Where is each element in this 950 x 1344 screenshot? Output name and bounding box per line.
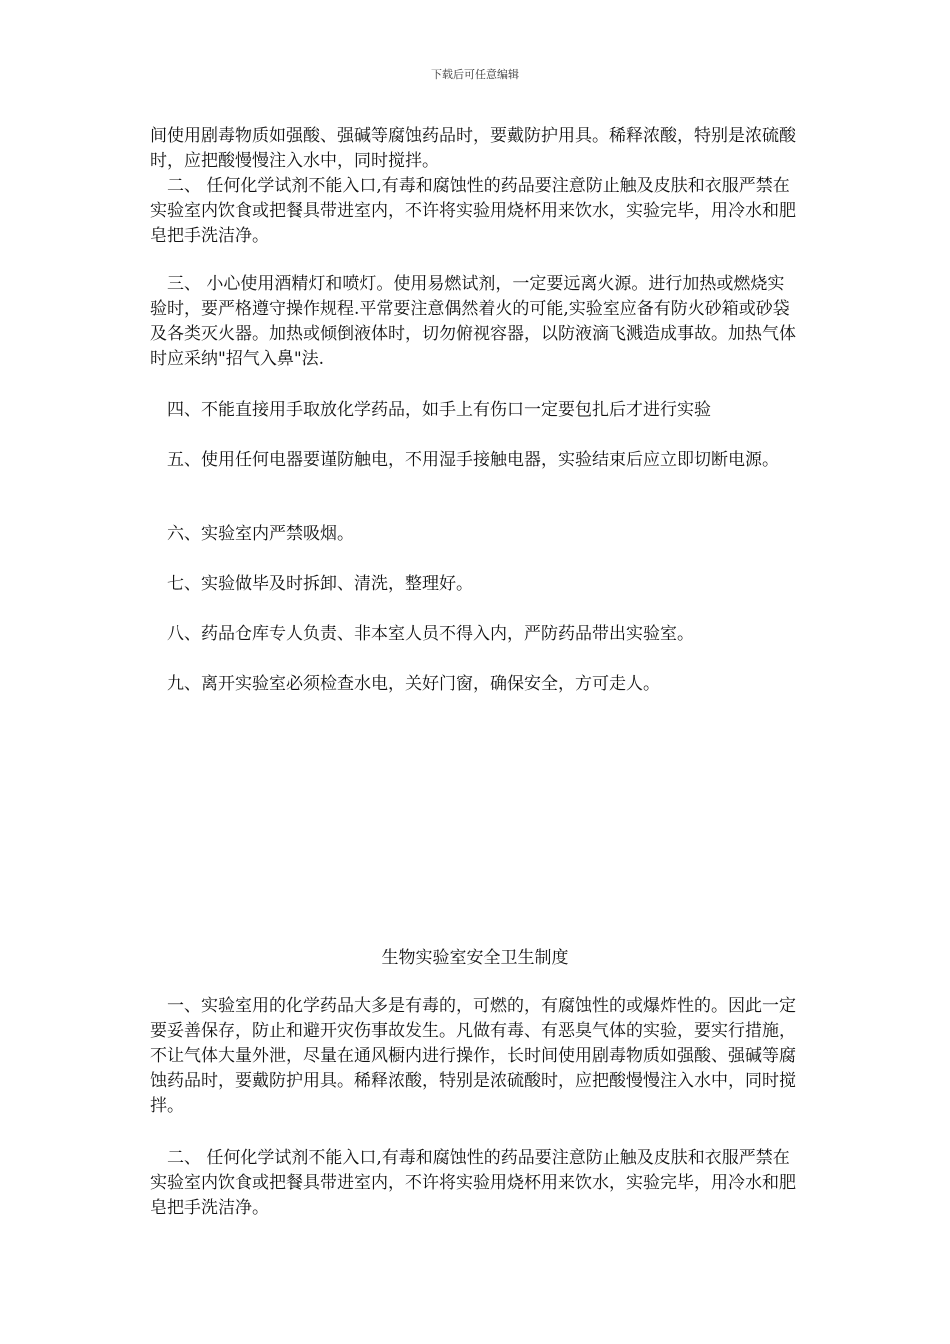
paragraph-rule-7: 七、实验做毕及时拆卸、清洗，整理好。 [150, 574, 473, 594]
paragraph-bio-rule-1: 一、实验室用的化学药品大多是有毒的，可燃的，有腐蚀性的或爆炸性的。因此一定要妥善保存，防止和避开灾伤事故发生。凡做有毒、有恶臭气体的实验，要实行措施，不让气体大量外泄，尽量在通风橱内进行操作，长时间使用剧毒物质如强酸、强碱等腐蚀药品时，要戴防护用具。稀释浓酸，特别是浓硫酸时，应把酸慢慢注入水中，同时搅拌。 [150, 996, 796, 1116]
paragraph-rule-9: 九、离开实验室必须检查水电，关好门窗，确保安全，方可走人。 [150, 674, 660, 694]
paragraph-bio-rule-2: 二、 任何化学试剂不能入口,有毒和腐蚀性的药品要注意防止触及皮肤和衣服严禁在实验室内饮食或把餐具带进室内，不许将实验用烧杯用来饮水，实验完毕，用冷水和肥皂把手洗洁净。 [150, 1148, 796, 1218]
paragraph-rule-2: 二、 任何化学试剂不能入口,有毒和腐蚀性的药品要注意防止触及皮肤和衣服严禁在实验室内饮食或把餐具带进室内，不许将实验用烧杯用来饮水，实验完毕，用冷水和肥皂把手洗洁净。 [150, 176, 796, 246]
paragraph-rule-4: 四、不能直接用手取放化学药品，如手上有伤口一定要包扎后才进行实验 [150, 400, 711, 420]
section-title: 生物实验室安全卫生制度 [381, 948, 569, 968]
paragraph-rule-6: 六、实验室内严禁吸烟。 [150, 524, 354, 544]
paragraph-rule-3: 三、 小心使用酒精灯和喷灯。使用易燃试剂，一定要远离火源。进行加热或燃烧实验时，要严格遵守操作规程.平常要注意偶然着火的可能,实验室应备有防火砂箱或砂袋及各类灭火器。加热或倾倒液体时，切勿俯视容器，以防液滴飞溅造成事故。加热气体时应采纳"招气入鼻"法. [150, 274, 796, 369]
page-header: 下载后可任意编辑 [431, 68, 519, 81]
paragraph-rule-8: 八、药品仓库专人负责、非本室人员不得入内，严防药品带出实验室。 [150, 624, 694, 644]
paragraph-continued-rule: 间使用剧毒物质如强酸、强碱等腐蚀药品时，要戴防护用具。稀释浓酸，特别是浓硫酸 时，应把酸慢慢注入水中，同时搅拌。 [150, 126, 813, 171]
paragraph-rule-5: 五、使用任何电器要谨防触电，不用湿手接触电器，实验结束后应立即切断电源。 [150, 450, 779, 470]
